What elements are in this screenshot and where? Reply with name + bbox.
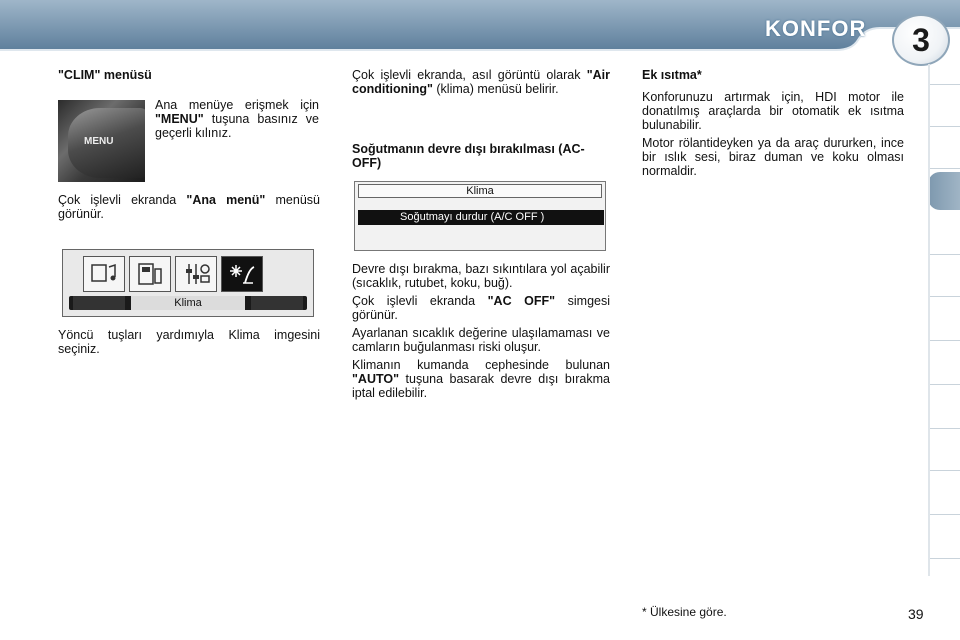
column-1 bbox=[58, 68, 320, 82]
climate-icon bbox=[221, 256, 263, 292]
column-2-intro: Çok işlevli ekranda, asıl görüntü olarak "Air conditioning" (klima) menüsü belirir. bbox=[352, 68, 610, 96]
column-3: Ek ısıtma* Konforunuzu artırmak için, HDI motor ile donatılmış araçlarda bir otomatik ek ısıtma bulunabilir. Motor rölantideyken ya da araç dururken, ince bir ıslık sesi, biraz duman ve koku olması normaldir. bbox=[642, 68, 904, 178]
audio-icon bbox=[83, 256, 125, 292]
menu-instruction-text: Ana menüye erişmek için "MENU" tuşuna basınız ve geçerli kılınız. bbox=[155, 98, 319, 140]
extra-heating-heading: Ek ısıtma* bbox=[642, 68, 702, 82]
selected-menu-label: Klima bbox=[131, 296, 245, 310]
main-menu-screen bbox=[62, 249, 314, 317]
ac-off-menu-row: Soğutmayı durdur (A/C OFF ) bbox=[358, 210, 604, 225]
screen-title: Klima bbox=[358, 184, 602, 198]
chapter-tabs bbox=[928, 64, 960, 576]
menu-selection-bar bbox=[69, 296, 307, 310]
chapter-header bbox=[0, 0, 960, 58]
menu-button-label: MENU bbox=[84, 136, 114, 147]
page-number: 39 bbox=[908, 606, 924, 622]
chapter-number-badge: 3 bbox=[892, 14, 950, 66]
select-climate-text: Yöncü tuşları yardımıyla Klima imgesini seçiniz. bbox=[58, 328, 320, 356]
settings-sliders-icon bbox=[175, 256, 217, 292]
footnote: * Ülkesine göre. bbox=[642, 605, 727, 619]
trip-computer-icon bbox=[129, 256, 171, 292]
active-chapter-tab bbox=[928, 172, 960, 210]
menu-button-photo bbox=[58, 100, 145, 182]
chapter-title: KONFOR bbox=[765, 16, 867, 41]
clim-menu-heading: "CLIM" menüsü bbox=[58, 68, 152, 82]
main-menu-text: Çok işlevli ekranda "Ana menü" menüsü görünür. bbox=[58, 193, 320, 221]
ac-off-heading: Soğutmanın devre dışı bırakılması (AC-OFF) bbox=[352, 142, 585, 170]
ac-off-text: Devre dışı bırakma, bazı sıkıntılara yol açabilir (sıcaklık, rutubet, koku, buğ). Çok işlevli ekranda "AC OFF" simgesi görünür. Ayarlanan sıcaklık değerine ulaşılamaması ve camların buğulanması riski oluşur. Klimanın kumanda cephesinde bulunan "AUTO" tuşuna basarak devre dışı bırakma iptal edilebilir. bbox=[352, 262, 610, 400]
menu-instruction bbox=[155, 98, 319, 144]
ac-off-heading-block bbox=[352, 142, 610, 170]
air-conditioning-screen bbox=[354, 181, 606, 251]
